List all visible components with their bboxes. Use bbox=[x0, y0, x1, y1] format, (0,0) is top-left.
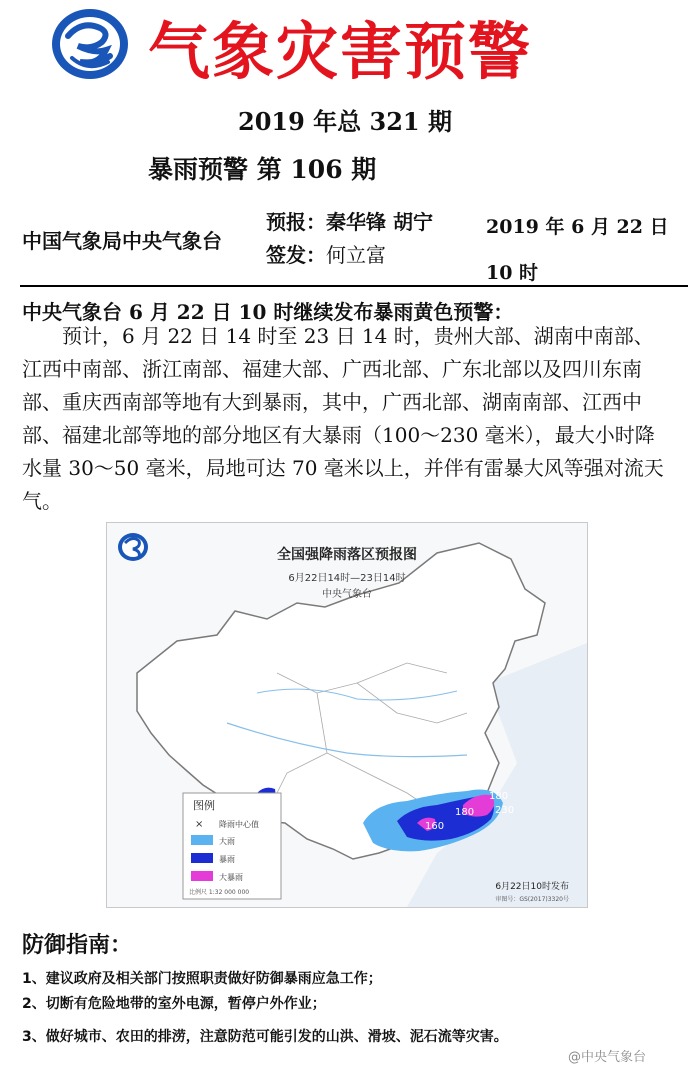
map-issuer: 中央气象台 bbox=[322, 589, 372, 600]
value-label: 180 bbox=[455, 807, 475, 818]
cma-logo-icon bbox=[48, 6, 132, 82]
map-approval-code: 审图号：GS(2017)3320号 bbox=[495, 896, 569, 903]
divider bbox=[20, 285, 688, 287]
map-title: 全国强降雨落区预报图 bbox=[277, 547, 417, 563]
forecaster-label: 预报： bbox=[266, 210, 326, 234]
map-release-time: 6月22日10时发布 bbox=[495, 882, 569, 892]
issue-datetime: 2019 年 6 月 22 日 10 时 bbox=[486, 216, 669, 284]
guide-heading: 防御指南： bbox=[22, 932, 133, 958]
map-time-range: 6月22日14时—23日14时 bbox=[288, 573, 406, 584]
legend-swatch-severe-rainstorm bbox=[191, 871, 213, 881]
guide-item: 1、建议政府及相关部门按照职责做好防御暴雨应急工作； bbox=[22, 971, 382, 987]
issuer-name: 何立富 bbox=[326, 243, 386, 267]
guide-item: 3、做好城市、农田的排涝，注意防范可能引发的山洪、滑坡、泥石流等灾害。 bbox=[22, 1029, 508, 1045]
map-logo-icon bbox=[118, 533, 148, 561]
rainfall-forecast-map bbox=[106, 522, 588, 908]
weibo-watermark: @中央气象台 bbox=[568, 1050, 647, 1065]
staff-block bbox=[266, 206, 433, 272]
bulletin-title: 气象灾害预警 bbox=[148, 15, 533, 88]
issuing-organization: 中国气象局中央气象台 bbox=[22, 229, 222, 253]
warning-number: 暴雨预警 第 106 期 bbox=[148, 155, 377, 184]
forecaster-names: 秦华锋 胡宁 bbox=[326, 210, 433, 234]
legend-item-label: 大雨 bbox=[219, 837, 235, 846]
legend-item-label: 暴雨 bbox=[219, 855, 235, 864]
bulletin-body: 预计，6 月 22 日 14 时至 23 日 14 时，贵州大部、湖南中南部、江西中南部、浙江南部、福建大部、广西北部、广东北部以及四川东南部、重庆西南部等地有大到暴雨，其中，广西北部、湖南南部、江西中部、福建北部等地的部分地区有大暴雨（100～230 毫米），最大小时降水量 30～50 毫米，局地可达 70 毫米以上，并伴有雷暴大风等强对流天气。 bbox=[22, 324, 664, 513]
bulletin-heading: 中央气象台 6 月 22 日 10 时继续发布暴雨黄色预警： bbox=[22, 300, 514, 324]
legend-item-label: 大暴雨 bbox=[219, 873, 243, 882]
value-label: 180 bbox=[489, 791, 509, 802]
value-label: 160 bbox=[425, 821, 445, 832]
issue-number: 2019 年总 321 期 bbox=[238, 107, 452, 136]
map-canvas bbox=[107, 523, 587, 907]
map-legend bbox=[183, 793, 281, 899]
svg-text:×: × bbox=[195, 819, 204, 830]
map-scale: 比例尺 1:32 000 000 bbox=[189, 889, 250, 896]
legend-swatch-heavy-rain bbox=[191, 835, 213, 845]
legend-swatch-rainstorm bbox=[191, 853, 213, 863]
legend-title: 图例 bbox=[193, 799, 215, 812]
issuer-label: 签发： bbox=[266, 243, 326, 267]
guide-item: 2、切断有危险地带的室外电源，暂停户外作业； bbox=[22, 996, 326, 1012]
legend-item-label: 降雨中心值 bbox=[219, 820, 259, 829]
value-label: 230 bbox=[495, 805, 515, 816]
